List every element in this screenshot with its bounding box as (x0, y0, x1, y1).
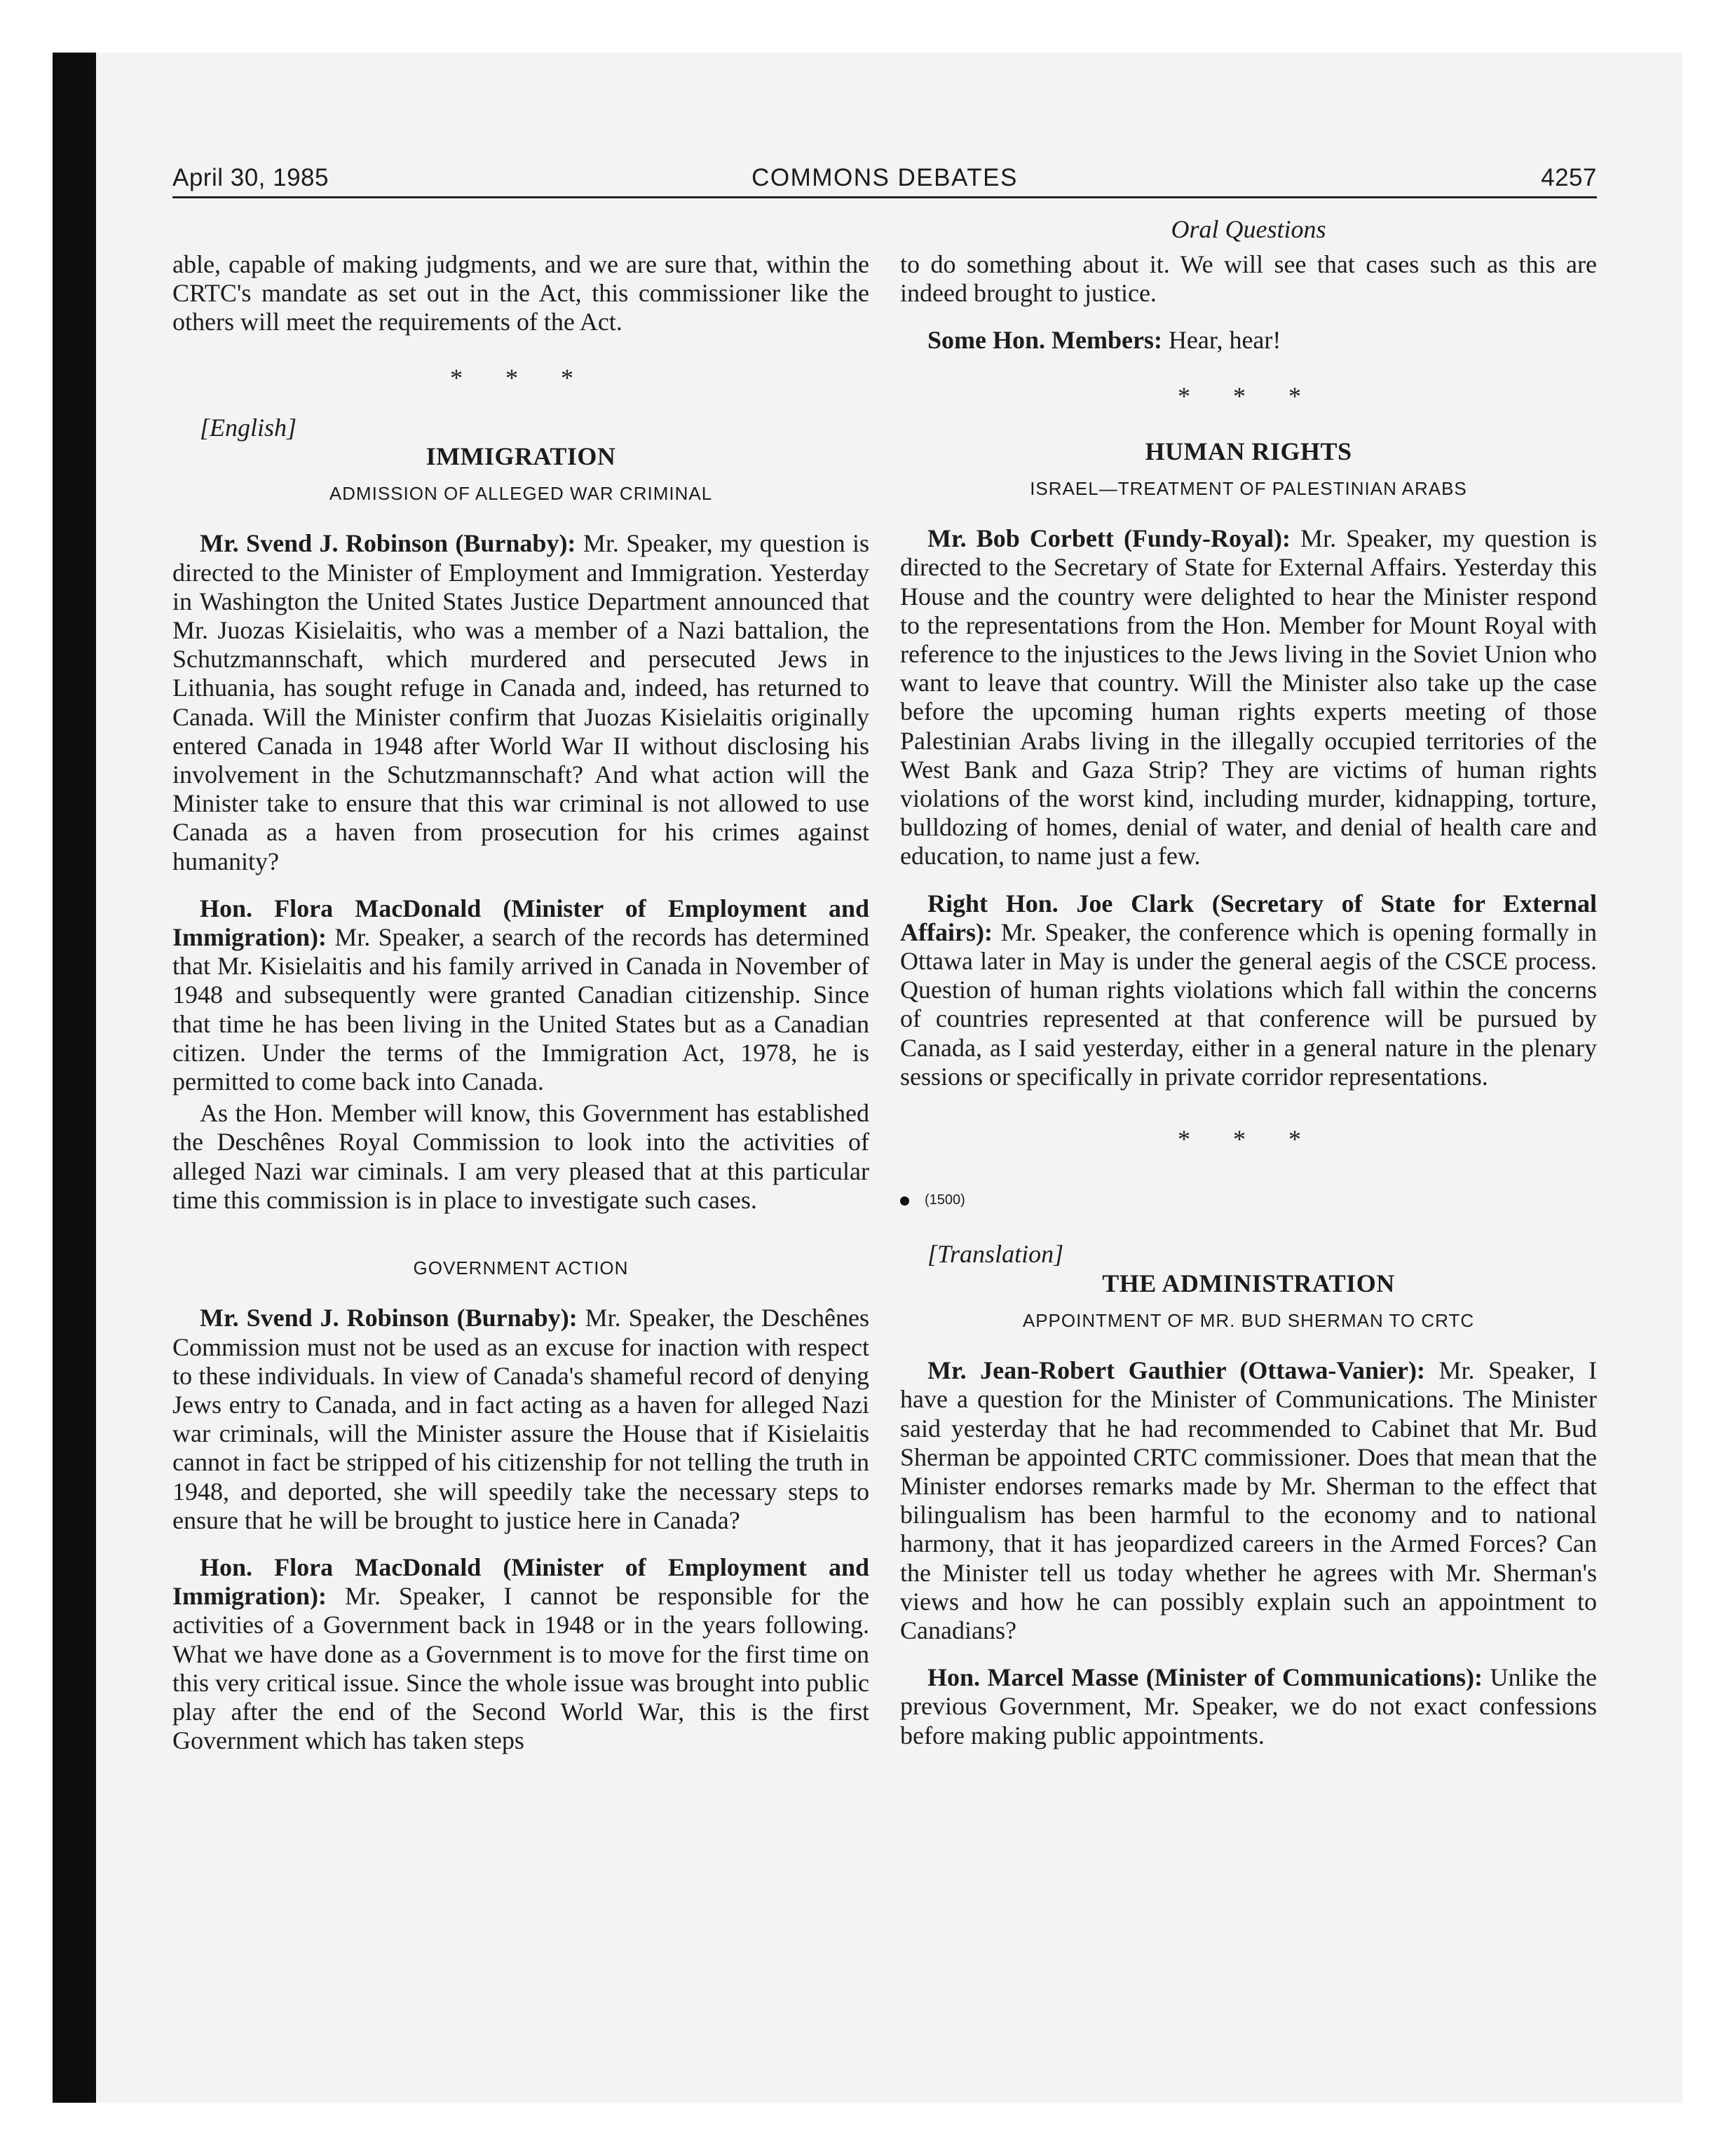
speaker-name: Mr. Jean-Robert Gauthier (Ottawa-Vanier): (927, 1356, 1426, 1385)
section-separator: * * * (1178, 1125, 1319, 1154)
speaker-name: Mr. Svend J. Robinson (Burnaby): (200, 529, 576, 558)
speaker-name: Hon. Flora MacDonald (Minister of Employment and Immigration): (172, 1553, 869, 1611)
section-subheading: ADMISSION OF ALLEGED WAR CRIMINAL (329, 483, 713, 505)
speech-paragraph (900, 1663, 1597, 1750)
header-title: COMMONS DEBATES (751, 164, 1018, 191)
speech-paragraph (900, 1356, 1597, 1645)
speech-text: Mr. Speaker, my question is directed to the Secretary of State for External Affairs. Yesterday this House and the country were delighted to hear the Minister respond to the representations from the Hon. Member for Mount Royal with reference to the injustices to the Jews living in the Soviet Union who want to leave that country. Will the Minister also take up the case before the upcoming human rights experts meeting of those Palestinian Arabs living in the illegally occupied territories of the West Bank and Gaza Strip? They are victims of human rights violations of the worst kind, including murder, kidnapping, torture, bulldozing of homes, denial of water, and denial of health care and education, to name just a few. (900, 524, 1597, 871)
scan-edge-shadow (53, 53, 96, 2103)
section-separator: * * * (450, 363, 592, 392)
speech-paragraph (172, 1553, 869, 1755)
section-separator: * * * (1178, 381, 1319, 410)
time-marker (900, 1186, 1597, 1215)
speech-text: Unlike the previous Government, Mr. Speaker, we do not exact confessions before making public appointments. (900, 1663, 1598, 1749)
speech-text: Mr. Speaker, a search of the records has determined that Mr. Kisielaitis and his family arrived in Canada in November of 1948 and subsequently were granted Canadian citizenship. Since that time he has been living in the United States but as a Canadian citizen. Under the terms of the Immigration Act, 1978, he is permitted to come back into Canada. (172, 923, 869, 1096)
speaker-name: Right Hon. Joe Clark (Secretary of State for External Affairs): (900, 889, 1597, 946)
header-rule (172, 196, 1597, 198)
language-marker: [English] (200, 413, 297, 442)
right-column (900, 250, 1597, 1750)
speaker-name: Hon. Marcel Masse (Minister of Communications): (927, 1663, 1483, 1692)
section-heading: HUMAN RIGHTS (1145, 437, 1352, 465)
language-marker: [Translation] (927, 1240, 1064, 1269)
section-subheading: GOVERNMENT ACTION (413, 1257, 629, 1279)
speech-text: Mr. Speaker, I have a question for the Minister of Communications. The Minister said yesterday that he had recommended to Cabinet that Mr. Bud Sherman be appointed CRTC commissioner. Does that mean that the Minister endorses remarks made by Mr. Sherman to the effect that bilingualism has been harmful to the economy and to national harmony, that it has jeopardized careers in the Armed Forces? Can the Minister tell us today whether he agrees with Mr. Sherman's views and how he can possibly explain such an appointment to Canadians? (900, 1356, 1597, 1644)
speaker-name: Hon. Flora MacDonald (Minister of Employment and Immigration): (172, 894, 869, 952)
speech-paragraph (900, 889, 1597, 1091)
section-heading: IMMIGRATION (426, 442, 616, 471)
speech-paragraph (900, 524, 1597, 871)
section-subheading: APPOINTMENT OF MR. BUD SHERMAN TO CRTC (1022, 1309, 1475, 1331)
speaker-name: Mr. Bob Corbett (Fundy-Royal): (927, 524, 1291, 553)
speaker-name: Mr. Svend J. Robinson (Burnaby): (200, 1304, 578, 1332)
page-header (172, 164, 1597, 196)
speaker-name: Some Hon. Members: (927, 326, 1162, 355)
speech-paragraph (172, 529, 869, 875)
section-subheading: ISRAEL—TREATMENT OF PALESTINIAN ARABS (1030, 478, 1467, 500)
speech-paragraph: As the Hon. Member will know, this Government has established the Deschênes Royal Commission to look into the activities of alleged Nazi war ciminals. I am very pleased that at this particular time this commission is in place to investigate such cases. (172, 1099, 869, 1214)
speech-text: Mr. Speaker, the Deschênes Commission must not be used as an excuse for inaction with respect to these individuals. In view of Canada's shameful record of denying Jews entry to Canada, and in fact acting as a haven for alleged Nazi war criminals, will the Minister assure the House that if Kisielaitis cannot in fact be stripped of his citizenship for not telling the truth in 1948, and deported, she will speedily take the necessary steps to ensure that he will be brought to justice here in Canada? (172, 1304, 869, 1534)
header-page-number: 4257 (1541, 164, 1597, 191)
speech-paragraph (172, 894, 869, 1096)
time-marker-text: (1500) (925, 1192, 965, 1208)
continued-paragraph: able, capable of making judgments, and we are sure that, within the CRTC's mandate as set out in the Act, this commissioner like the others will meet the requirements of the Act. (172, 250, 869, 336)
speech-text: Mr. Speaker, my question is directed to the Minister of Employment and Immigration. Yesterday in Washington the United States Justice Department announced that Mr. Juozas Kisielaitis, who was a member of a Nazi battalion, the Schutzmannschaft, which murdered and persecuted Jews in Lithuania, has sought refuge in Canada and, indeed, has returned to Canada. Will the Minister confirm that Juozas Kisielaitis originally entered Canada in 1948 after World War II without disclosing his involvement in the Schutzmannschaft? And what action will the Minister take to ensure that this war criminal is not allowed to use Canada as a haven from prosecution for his crimes against humanity? (172, 529, 869, 875)
section-heading: THE ADMINISTRATION (1102, 1269, 1395, 1297)
left-column (172, 250, 869, 1755)
running-head: Oral Questions (1171, 215, 1326, 243)
speech-text: Mr. Speaker, the conference which is opening formally in Ottawa later in May is under the general aegis of the CSCE process. Question of human rights violations which fall within the concerns of countries represented at that conference will be pursued by Canada, as I said yesterday, either in a general nature in the plenary sessions or specifically in private corridor representations. (900, 917, 1597, 1091)
bullet-dot-icon (900, 1196, 909, 1206)
speech-paragraph (172, 1304, 869, 1535)
continued-paragraph: to do something about it. We will see that cases such as this are indeed brought to justice. (900, 250, 1597, 308)
speech-text: Hear, hear! (1162, 326, 1281, 355)
speech-paragraph (900, 326, 1597, 355)
speech-text: Mr. Speaker, I cannot be responsible for the activities of a Government back in 1948 or in the years following. What we have done as a Government is to move for the first time on this very critical issue. Since the whole issue was brought into public play after the end of the Second World War, this is the first Government which has taken steps (172, 1582, 869, 1755)
header-date: April 30, 1985 (172, 164, 329, 191)
